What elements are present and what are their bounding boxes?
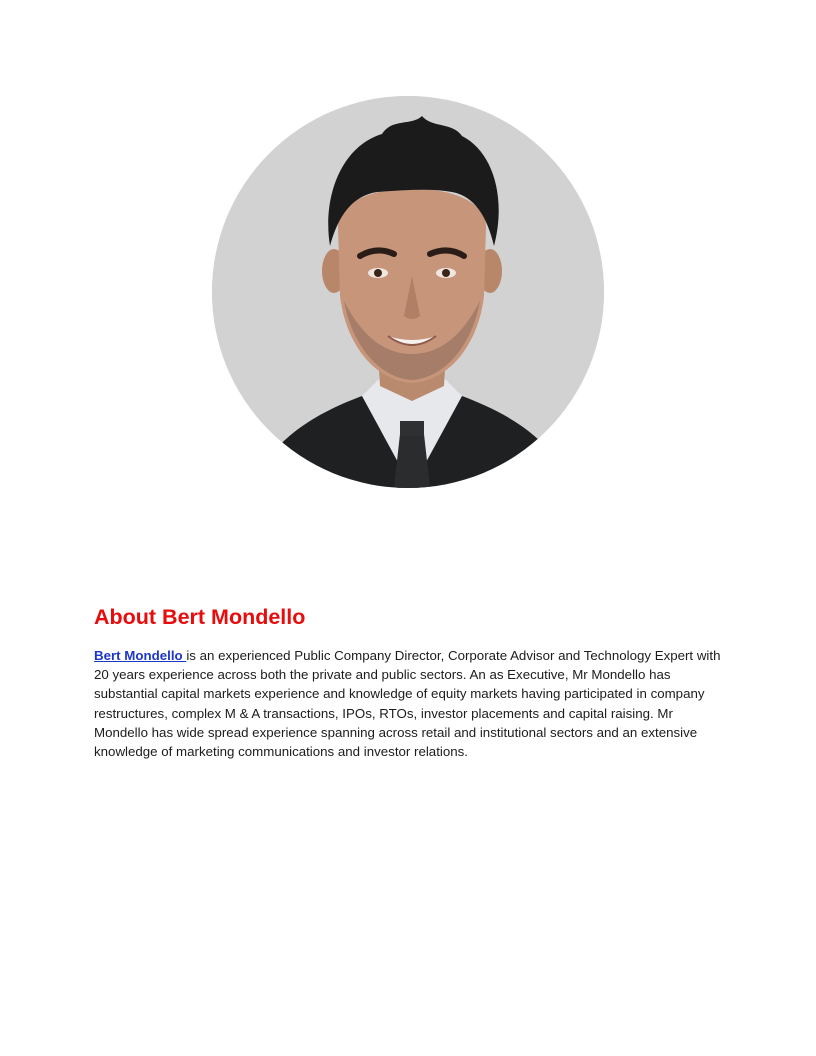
page-title: About Bert Mondello (94, 605, 306, 629)
bio-paragraph (94, 646, 726, 761)
bio-text: is an experienced Public Company Director, Corporate Advisor and Technology Expert with 20 years experience across both the private and public sectors. An as Executive, Mr Mondello has substantial capital markets experience and knowledge of equity markets having participated in company restructures, complex M & A transactions, IPOs, RTOs, investor placements and capital raising. Mr Mondello has wide spread experience spanning across retail and institutional sectors and an extensive knowledge of marketing communications and investor relations. (94, 648, 721, 760)
portrait-photo (212, 96, 604, 488)
bio-name-link[interactable]: Bert Mondello (94, 648, 187, 663)
person-portrait-icon (212, 96, 604, 488)
